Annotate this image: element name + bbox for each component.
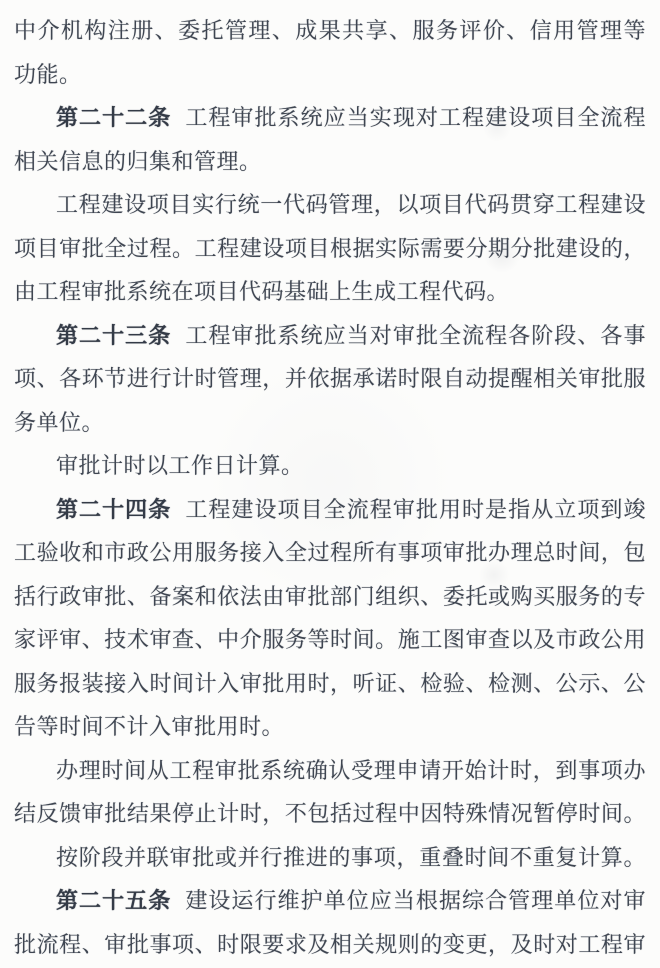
article-number: 第二十二条	[56, 105, 172, 130]
line-text: 结反馈审批结果停止计时，不包括过程中因特殊情况暂停时间。	[14, 801, 646, 826]
text-line	[14, 749, 646, 793]
text-line	[14, 792, 646, 836]
text-line	[14, 662, 646, 706]
text-line	[14, 531, 646, 575]
article-number: 第二十三条	[56, 322, 172, 348]
text-line	[14, 53, 646, 97]
text-line	[14, 401, 646, 445]
line-text: 告等时间不计入审批用时。	[14, 714, 285, 739]
line-text: 工程建设项目实行统一代码管理，以项目代码贯穿工程建设	[56, 192, 646, 217]
line-text: 括行政审批、备案和依法由审批部门组织、委托或购买服务的专	[14, 583, 646, 609]
text-line	[14, 270, 646, 314]
line-text: 按阶段并联审批或并行推进的事项，重叠时间不重复计算。	[56, 844, 646, 870]
text-line	[14, 618, 646, 662]
line-text: 工程建设项目全流程审批用时是指从立项到竣	[185, 496, 646, 522]
line-text: 批流程、审批事项、时限要求及相关规则的变更，及时对工程审	[14, 931, 646, 957]
text-line	[14, 705, 646, 749]
text-line	[14, 444, 646, 488]
line-text: 相关信息的归集和管理。	[14, 148, 262, 174]
text-line	[14, 879, 646, 923]
line-text: 家评审、技术审查、中介服务等时间。施工图审查以及市政公用	[14, 627, 646, 652]
line-text: 服务报装接入时间计入审批用时，听证、检验、检测、公示、公	[14, 670, 646, 696]
line-text: 项目审批全过程。工程建设项目根据实际需要分期分批建设的，	[14, 235, 646, 261]
text-line	[14, 140, 646, 184]
line-text: 审批计时以工作日计算。	[56, 453, 304, 478]
text-line	[14, 314, 646, 358]
line-text: 功能。	[14, 61, 82, 87]
text-line	[14, 96, 646, 140]
text-line	[14, 9, 646, 53]
line-text: 工程审批系统应当对审批全流程各阶段、各事	[185, 322, 646, 348]
text-line	[14, 575, 646, 619]
line-text: 工验收和市政公用服务接入全过程所有事项审批办理总时间，包	[14, 540, 646, 565]
text-line	[14, 836, 646, 880]
text-line	[14, 227, 646, 271]
article-number: 第二十五条	[56, 888, 172, 913]
line-text: 工程审批系统应当实现对工程建设项目全流程	[185, 105, 646, 130]
line-text: 项、各环节进行计时管理，并依据承诺时限自动提醒相关审批服	[14, 366, 646, 391]
line-text: 建设运行维护单位应当根据综合管理单位对审	[185, 888, 646, 913]
text-line	[14, 923, 646, 967]
article-number: 第二十四条	[56, 496, 172, 522]
line-text: 由工程审批系统在项目代码基础上生成工程代码。	[14, 279, 510, 304]
line-text: 办理时间从工程审批系统确认受理申请开始计时，到事项办	[56, 757, 646, 783]
document-text-block	[14, 9, 646, 966]
text-line	[14, 488, 646, 532]
line-text: 务单位。	[14, 409, 105, 435]
text-line	[14, 183, 646, 227]
line-text: 中介机构注册、委托管理、成果共享、服务评价、信用管理等	[14, 18, 646, 43]
text-line	[14, 357, 646, 401]
